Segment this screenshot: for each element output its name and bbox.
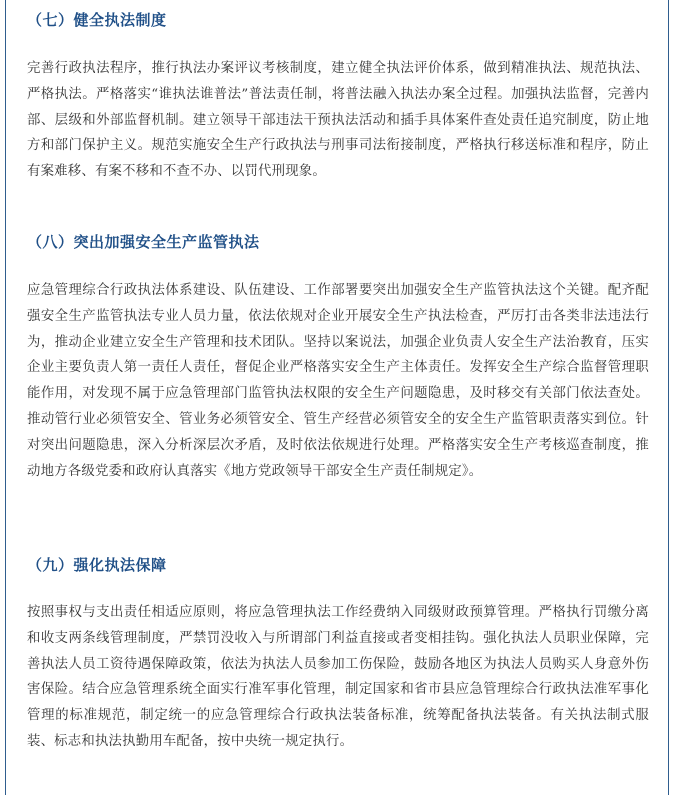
section-heading: （九）强化执法保障 (27, 556, 167, 574)
section-heading: （七）健全执法制度 (27, 11, 167, 29)
section-paragraph: 完善行政执法程序，推行执法办案评议考核制度，建立健全执法评价体系，做到精准执法、规范执法、严格执法。严格落实“谁执法谁普法”普法责任制，将普法融入执法办案全过程。加强执法监督，完善内部、层级和外部监督机制。建立领导干部违法干预执法活动和插手具体案件查处责任追究制度，防止地方和部门保护主义。规范实施安全生产行政执法与刑事司法衔接制度，严格执行移送标准和程序，防止有案难移、有案不移和不查不办、以罚代刑现象。 (27, 61, 649, 180)
section-paragraph: 应急管理综合行政执法体系建设、队伍建设、工作部署要突出加强安全生产监管执法这个关键。配齐配强安全生产监管执法专业人员力量，依法依规对企业开展安全生产执法检查，严厉打击各类非法违法行为，推动企业建立安全生产管理和技术团队。坚持以案说法，加强企业负责人安全生产法治教育，压实企业主要负责人第一责任人责任，督促企业严格落实安全生产主体责任。发挥安全生产综合监督管理职能作用，对发现不属于应急管理部门监管执法权限的安全生产问题隐患，及时移交有关部门依法查处。推动管行业必须管安全、管业务必须管安全、管生产经营必须管安全的安全生产监管职责落实到位。针对突出问题隐患，深入分析深层次矛盾，及时依法依规进行处理。严格落实安全生产考核巡查制度，推动地方各级党委和政府认真落实《地方党政领导干部安全生产责任制规定》。 (27, 283, 649, 479)
section-heading: （八）突出加强安全生产监管执法 (27, 233, 260, 251)
document-page (5, 0, 669, 795)
section-paragraph: 按照事权与支出责任相适应原则，将应急管理执法工作经费纳入同级财政预算管理。严格执行罚缴分离和收支两条线管理制度，严禁罚没收入与所谓部门利益直接或者变相挂钩。强化执法人员职业保障，完善执法人员工资待遇保障政策，依法为执法人员参加工伤保险，鼓励各地区为执法人员购买人身意外伤害保险。结合应急管理系统全面实行准军事化管理，制定国家和省市县应急管理综合行政执法准军事化管理的标准规范，制定统一的应急管理综合行政执法装备标准，统筹配备执法装备。有关执法制式服装、标志和执法执勤用车配备，按中央统一规定执行。 (27, 605, 649, 749)
